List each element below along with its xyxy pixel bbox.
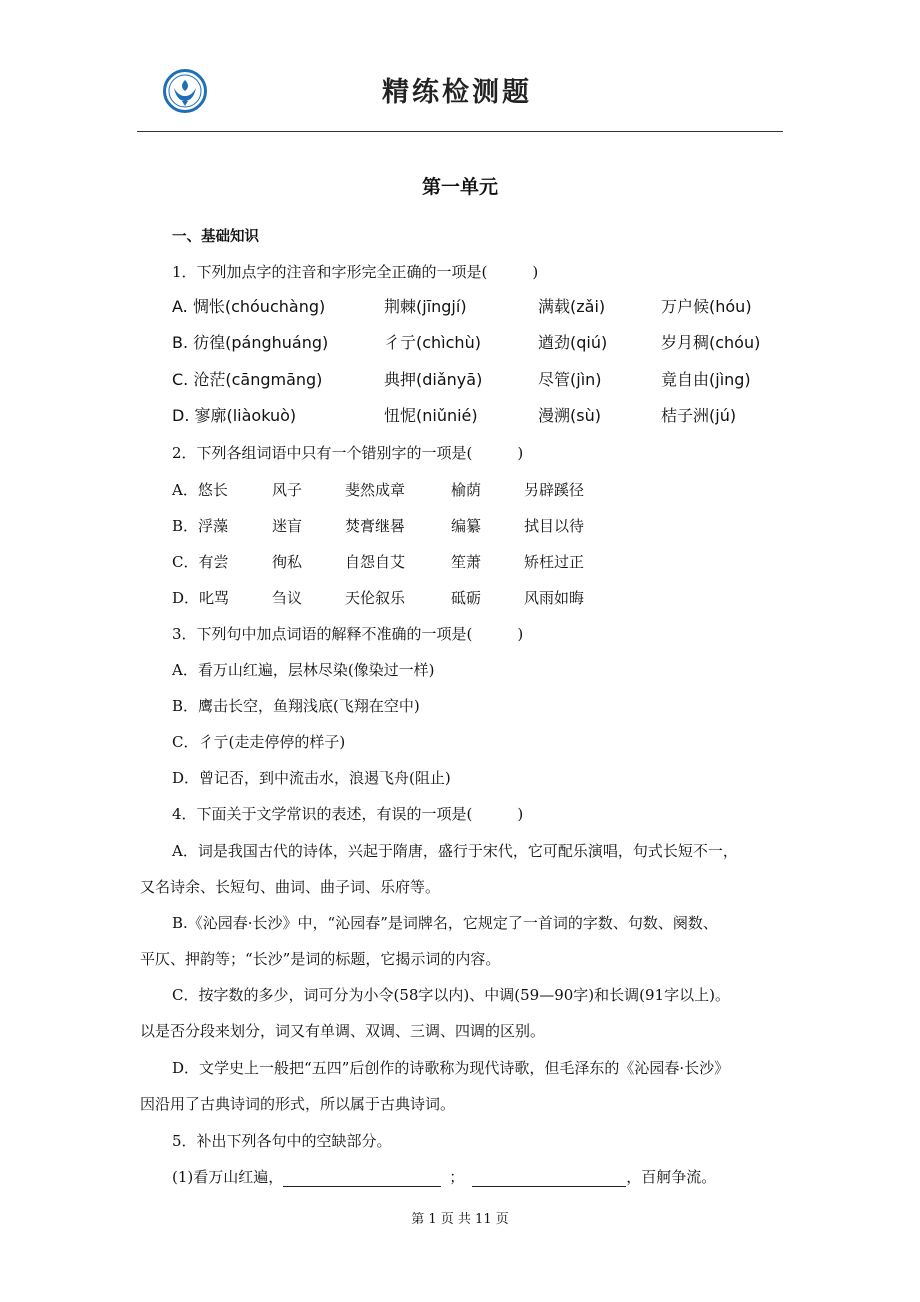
q1-cell: 忸怩(niǔnié) (384, 406, 478, 425)
q5-item-text: (1)看万山红遍， (172, 1168, 284, 1186)
q2-cell: 迷盲 (272, 517, 303, 535)
q2-cell: 矫枉过正 (524, 553, 585, 571)
q1-cell: 满载(zǎi) (538, 297, 606, 316)
q1-cell: C. 沧茫(cāngmāng) (172, 370, 323, 389)
q4-option-line1: D．文学史上一般把“五四”后创作的诗歌称为现代诗歌，但毛泽东的《沁园春·长沙》 (172, 1059, 730, 1077)
section-heading: 一、基础知识 (172, 229, 259, 245)
q2-cell: 风子 (272, 481, 303, 499)
q3-option: B．鹰击长空，鱼翔浅底(飞翔在空中) (172, 697, 420, 715)
q1-cell: B. 彷徨(pánghuáng) (172, 333, 329, 352)
q1-cell: 桔子洲(jú) (661, 406, 737, 425)
q2-cell: 编纂 (451, 517, 482, 535)
header-title: 精练检测题 (382, 77, 532, 108)
q2-cell: 风雨如晦 (524, 589, 585, 607)
q4-option-line1: A．词是我国古代的诗体，兴起于隋唐，盛行于宋代，它可配乐演唱，句式长短不一， (172, 842, 738, 860)
q1-cell: 岁月稠(chóu) (661, 333, 761, 352)
q1-cell: A. 惆怅(chóuchàng) (172, 297, 326, 316)
q2-cell: 砥砺 (451, 589, 482, 607)
q4-option-line2: 以是否分段来划分，词又有单调、双调、三调、四调的区别。 (140, 1022, 546, 1040)
q3-option: A．看万山红遍，层林尽染(像染过一样) (172, 661, 435, 679)
answer-blank[interactable] (283, 1170, 441, 1187)
q2-cell: 焚膏继晷 (345, 517, 406, 535)
q3-option: D．曾记否，到中流击水，浪遏飞舟(阻止) (172, 769, 451, 787)
q4-option-line2: 平仄、押韵等；“长沙”是词的标题，它揭示词的内容。 (140, 950, 501, 968)
q2-cell: C．有尝 (172, 553, 229, 571)
q2-cell: 徇私 (272, 553, 303, 571)
q3-option: C．彳亍(走走停停的样子) (172, 733, 346, 751)
q1-cell: D. 寥廓(liàokuò) (172, 406, 297, 425)
q1-option-row (172, 403, 792, 429)
q4-option-line2: 又名诗余、长短句、曲词、曲子词、乐府等。 (140, 878, 441, 896)
q4-option-line1: B.《沁园春·长沙》中，“沁园春”是词牌名，它规定了一首词的字数、句数、阕数、 (172, 914, 718, 932)
q2-cell: 自怨自艾 (345, 553, 406, 571)
q2-cell: 天伦叙乐 (345, 589, 406, 607)
q3-stem: 3．下列句中加点词语的解释不准确的一项是( ) (172, 625, 524, 643)
q5-item-1 (172, 1167, 716, 1187)
q5-item-text: ，百舸争流。 (626, 1168, 717, 1186)
q2-cell: B．浮藻 (172, 517, 229, 535)
q2-cell: 拭目以待 (524, 517, 585, 535)
q4-stem: 4．下面关于文学常识的表述，有误的一项是( ) (172, 805, 524, 823)
q2-cell: 刍议 (272, 589, 303, 607)
q1-option-row (172, 330, 792, 356)
q5-stem: 5．补出下列各句中的空缺部分。 (172, 1132, 392, 1150)
q2-cell: 笙萧 (451, 553, 482, 571)
q1-cell: 漫溯(sù) (538, 406, 601, 425)
q1-option-row (172, 294, 792, 320)
unit-title: 第一单元 (421, 176, 498, 198)
q4-option-line2: 因沿用了古典诗词的形式，所以属于古典诗词。 (140, 1095, 456, 1113)
q2-cell: 斐然成章 (345, 481, 406, 499)
q2-stem: 2．下列各组词语中只有一个错别字的一项是( ) (172, 444, 524, 462)
header-divider (137, 131, 783, 132)
q1-cell: 竟自由(jìng) (661, 370, 751, 389)
q1-stem: 1．下列加点字的注音和字形完全正确的一项是( ) (172, 263, 539, 281)
q1-cell: 万户候(hóu) (661, 297, 752, 316)
q1-cell: 遒劲(qiú) (538, 333, 608, 352)
answer-blank[interactable] (472, 1170, 626, 1187)
q4-option-line1: C．按字数的多少，词可分为小令(58字以内)、中调(59—90字)和长调(91字以上)。 (172, 986, 730, 1004)
q5-separator: ； (449, 1168, 465, 1186)
q2-cell: D．叱骂 (172, 589, 230, 607)
school-logo-icon (162, 68, 208, 114)
q2-cell: A．悠长 (172, 481, 228, 499)
q1-cell: 尽管(jìn) (538, 370, 602, 389)
q1-cell: 典押(diǎnyā) (384, 370, 483, 389)
q1-cell: 荆棘(jīngjí) (384, 297, 467, 316)
page-footer: 第 1 页 共 11 页 (411, 1212, 509, 1227)
q1-option-row (172, 367, 792, 393)
q1-cell: 彳亍(chìchù) (384, 333, 481, 352)
q2-cell: 另辟蹊径 (524, 481, 585, 499)
q2-cell: 榆荫 (451, 481, 482, 499)
